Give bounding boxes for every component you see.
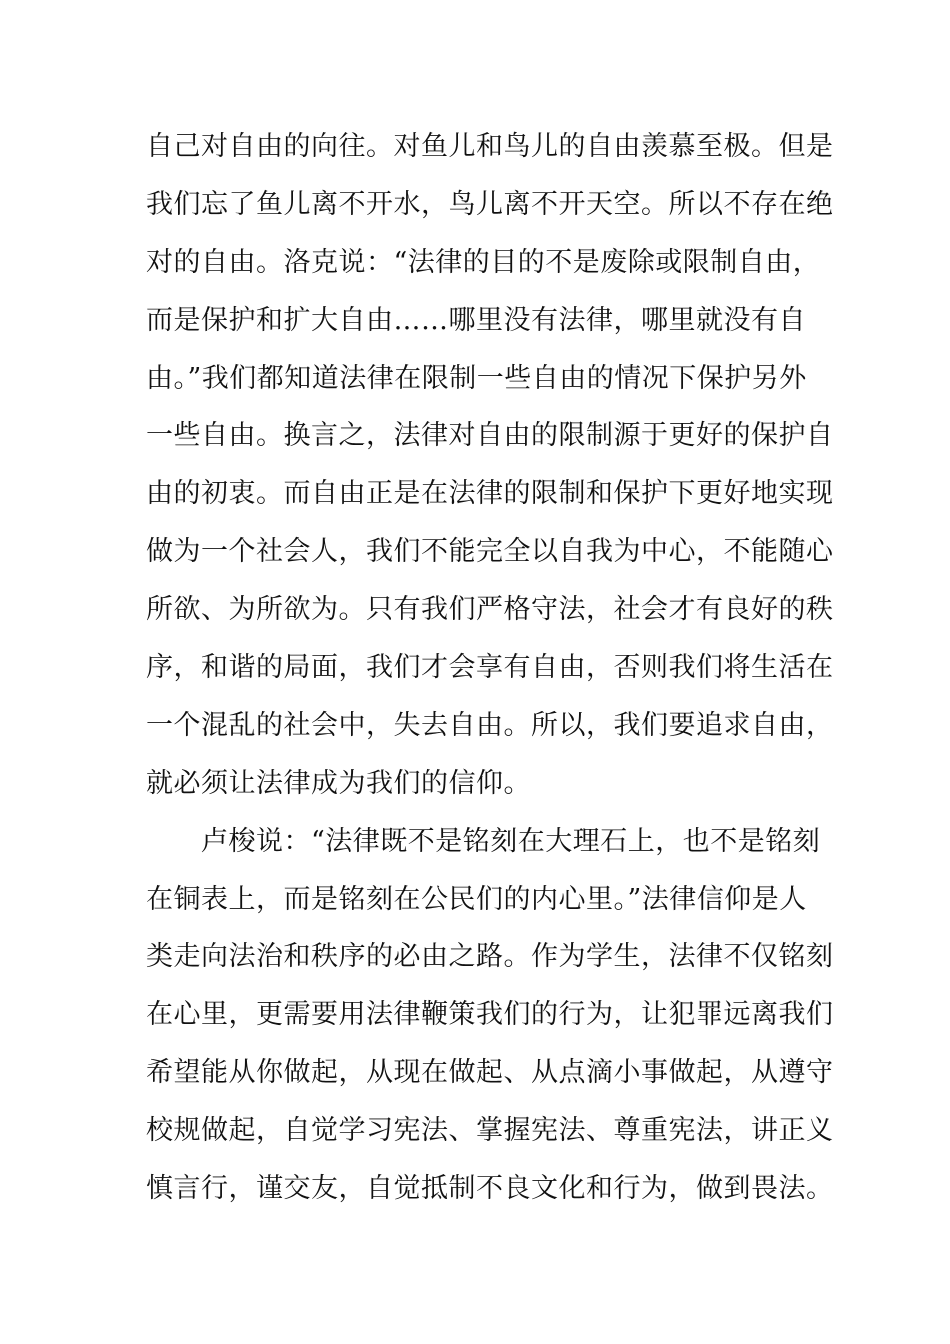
text-line: 在心里，更需要用法律鞭策我们的行为，让犯罪远离我们 (146, 999, 834, 1031)
text-line: 类走向法治和秩序的必由之路。作为学生，法律不仅铭刻 (146, 941, 834, 973)
text-line: 而是保护和扩大自由……哪里没有法律，哪里就没有自 (146, 304, 806, 336)
body-text (146, 118, 834, 1218)
text-line: 就必须让法律成为我们的信仰。 (146, 767, 531, 799)
text-line: 校规做起，自觉学习宪法、掌握宪法、尊重宪法，讲正义 (146, 1115, 834, 1147)
text-line: 一些自由。换言之，法律对自由的限制源于更好的保护自 (146, 420, 834, 452)
text-line: 在铜表上，而是铭刻在公民们的内心里。”法律信仰是人 (146, 883, 807, 915)
text-line: 序，和谐的局面，我们才会享有自由，否则我们将生活在 (146, 652, 834, 684)
text-line: 一个混乱的社会中，失去自由。所以，我们要追求自由， (146, 709, 834, 741)
text-line: 我们忘了鱼儿离不开水，鸟儿离不开天空。所以不存在绝 (146, 188, 834, 220)
text-line: 希望能从你做起，从现在做起、从点滴小事做起，从遵守 (146, 1057, 834, 1089)
text-line: 对的自由。洛克说：“法律的目的不是废除或限制自由， (146, 246, 821, 278)
paragraph-start-line: 卢梭说：“法律既不是铭刻在大理石上，也不是铭刻 (146, 825, 821, 857)
text-line: 慎言行，谨交友，自觉抵制不良文化和行为，做到畏法。 (146, 1173, 834, 1205)
text-line: 所欲、为所欲为。只有我们严格守法，社会才有良好的秩 (146, 594, 834, 626)
text-line: 由的初衷。而自由正是在法律的限制和保护下更好地实现 (146, 478, 834, 510)
text-line: 由。”我们都知道法律在限制一些自由的情况下保护另外 (146, 362, 807, 394)
text-line: 做为一个社会人，我们不能完全以自我为中心，不能随心 (146, 536, 834, 568)
text-line: 自己对自由的向往。对鱼儿和鸟儿的自由羡慕至极。但是 (146, 131, 834, 162)
